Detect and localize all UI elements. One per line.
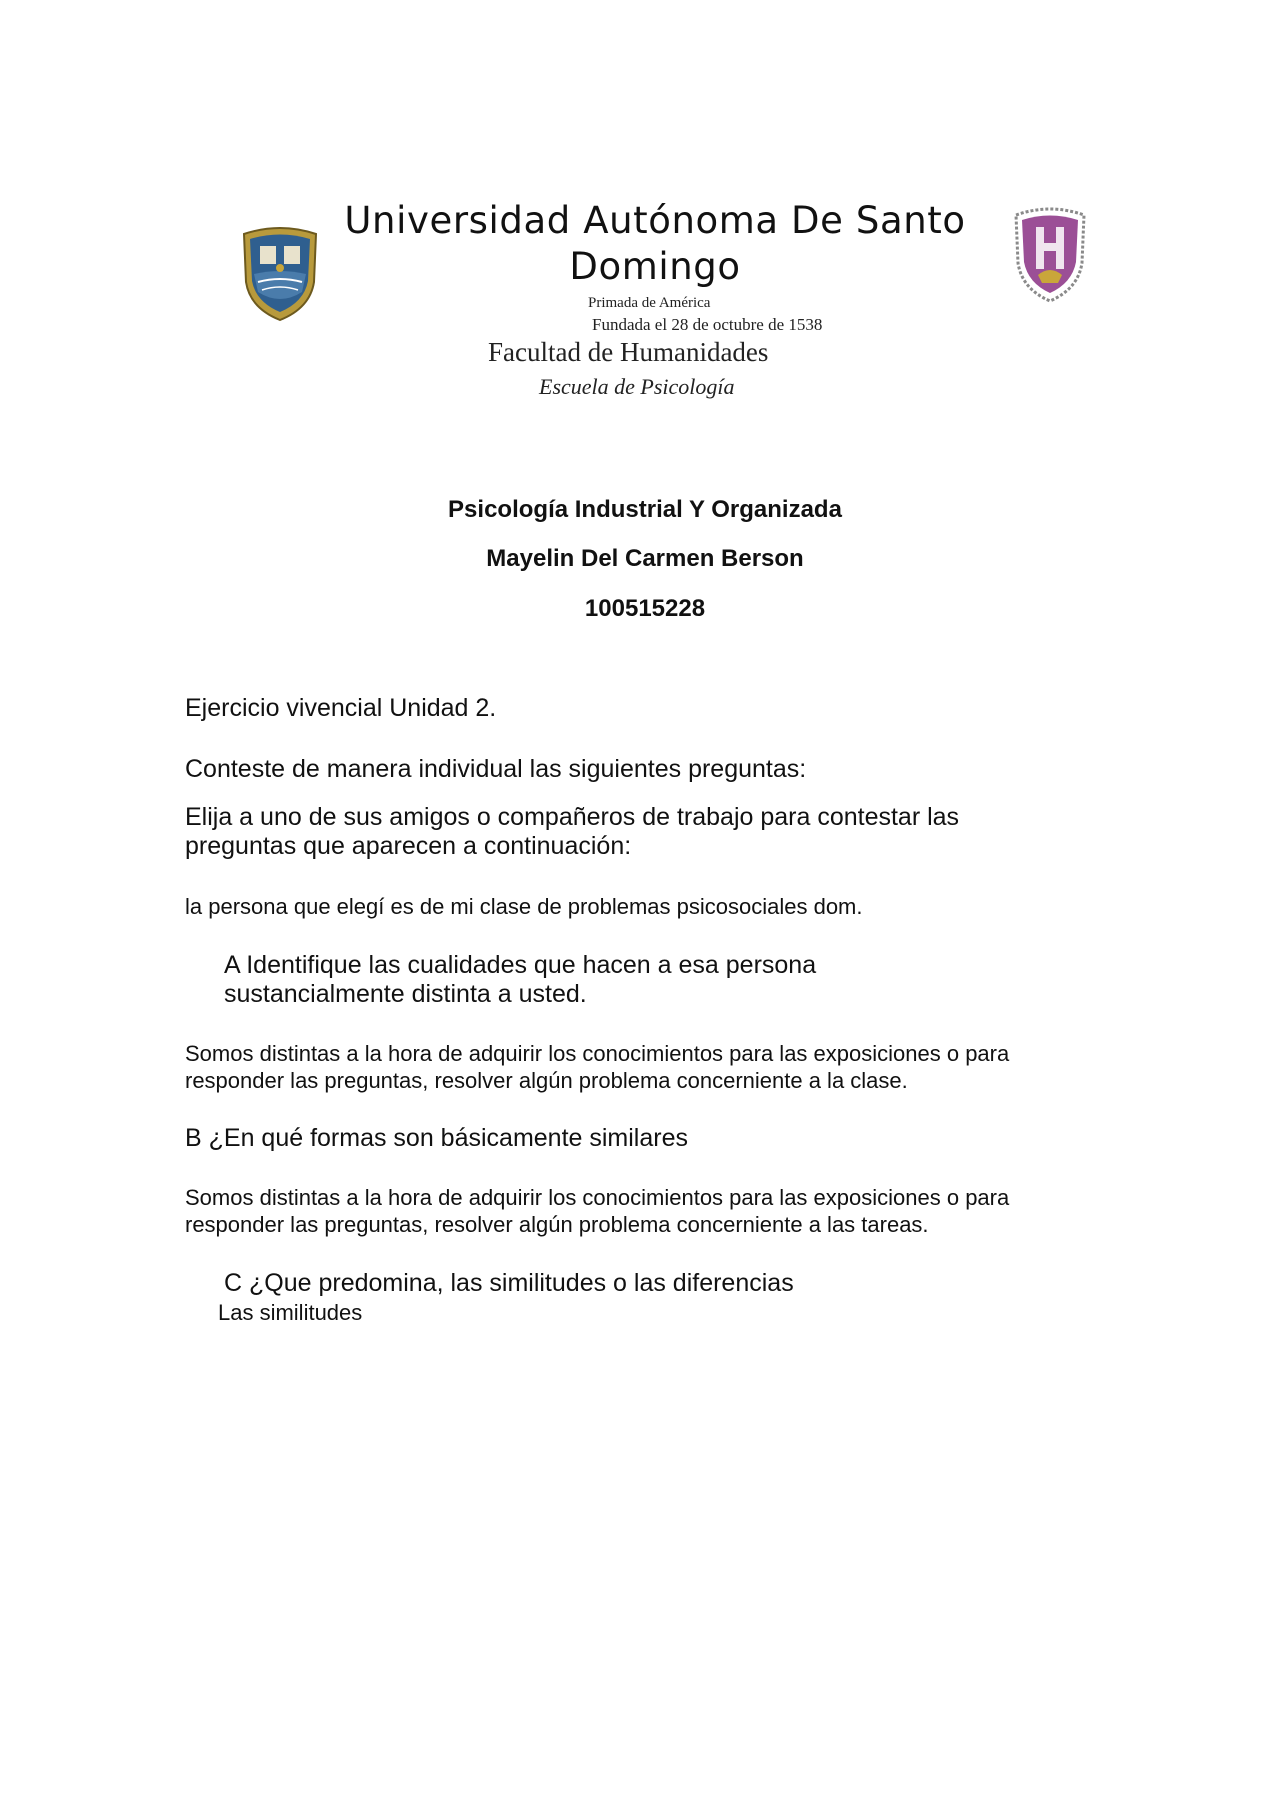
uasd-seal-logo	[240, 226, 320, 322]
primada-subtitle: Primada de América	[588, 295, 711, 311]
question-c: C ¿Que predomina, las similitudes o las diferencias	[224, 1269, 794, 1297]
question-a: A Identifique las cualidades que hacen a esa persona sustancialmente distinta a usted.	[224, 951, 817, 1008]
school-name: Escuela de Psicología	[539, 374, 735, 399]
humanidades-seal-logo	[1010, 205, 1090, 303]
chosen-person-note: la persona que elegí es de mi clase de problemas psicosociales dom.	[185, 894, 863, 919]
question-b: B ¿En qué formas son básicamente similares	[185, 1124, 688, 1152]
answer-a: Somos distintas a la hora de adquirir los conocimientos para las exposiciones o para responder las preguntas, resolver algún problema concerniente a la clase.	[185, 1041, 1010, 1093]
university-name: Universidad Autónoma De Santo Domingo	[344, 199, 966, 288]
student-name: Mayelin Del Carmen Berson	[486, 545, 804, 572]
instruction-individual: Conteste de manera individual las siguientes preguntas:	[185, 755, 807, 783]
answer-c: Las similitudes	[218, 1300, 363, 1325]
student-id: 100515228	[584, 595, 706, 622]
instruction-choose-friend: Elija a uno de sus amigos o compañeros de trabajo para contestar las preguntas que aparecen a continuación:	[185, 803, 960, 860]
fundada-subtitle: Fundada el 28 de octubre de 1538	[592, 315, 823, 334]
faculty-name: Facultad de Humanidades	[488, 337, 769, 367]
exercise-title: Ejercicio vivencial Unidad 2.	[185, 694, 497, 722]
answer-b: Somos distintas a la hora de adquirir los conocimientos para las exposiciones o para responder las preguntas, resolver algún problema concerniente a las tareas.	[185, 1185, 1010, 1237]
course-name: Psicología Industrial Y Organizada	[448, 496, 842, 523]
